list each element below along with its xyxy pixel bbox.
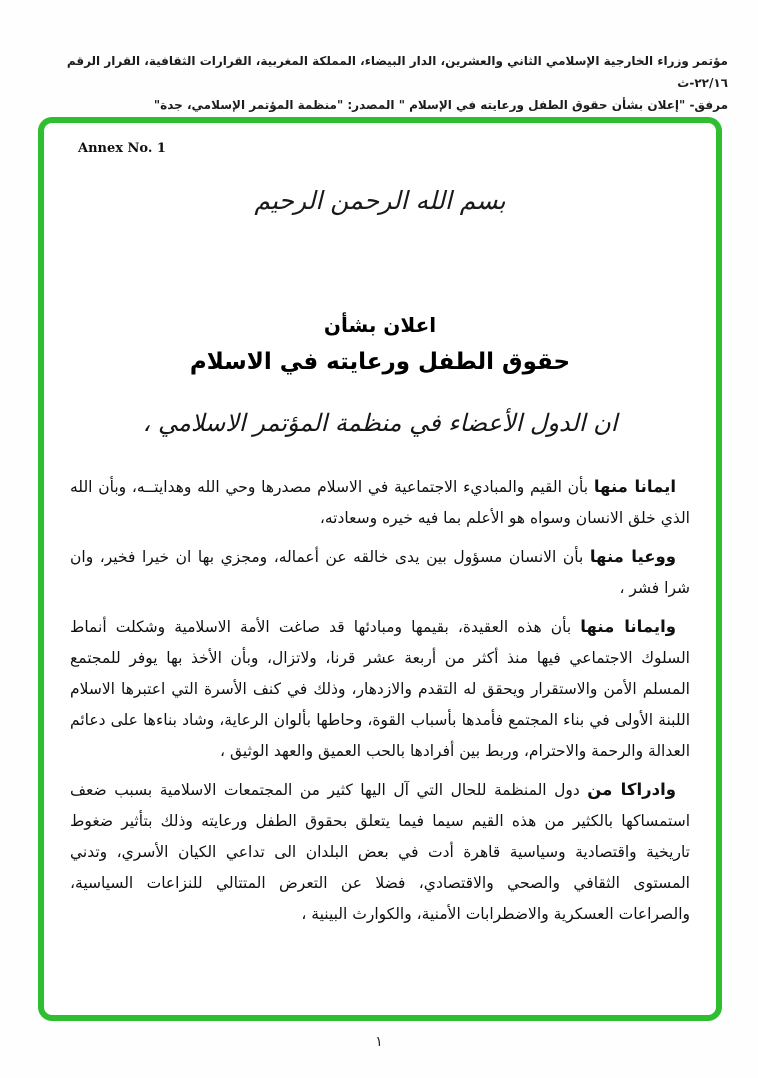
green-document-frame	[38, 117, 722, 1021]
declaration-paragraph	[70, 471, 690, 534]
paragraph-text: بأن هذه العقيدة، بقيمها ومبادئها قد صاغت الأمة الاسلامية وشكلت أنماط السلوك الاجتماعي فيها منذ أكثر من أربعة عشر قرنا، ولاتزال، وبأن الأخذ بها يوفر للمجتمع المسلم الأمن والاستقرار ويحقق له التقدم والازدهار، وذلك في كنف الأسرة التي اعتبرها الاسلام اللبنة الأولى في بناء المجتمع فأمدها بأسباب القوة، وحاطها بألوان الرعاية، وشاد بناءها على دعائم العدالة والرحمة والاحترام، وربط بين أفرادها بالحب العميق والعهد الوثيق ،	[70, 618, 690, 760]
declaration-body	[70, 471, 690, 930]
paragraph-lead: ايمانا منها	[593, 477, 676, 496]
paragraph-text: دول المنظمة للحال التي آل اليها كثير من المجتمعات الاسلامية بسبب ضعف استمساكها بالكثير من هذه القيم سيما فيما يتعلق بحقوق الطفل ورعايته وذلك بتأثير ضغوط تاريخية واقتصادية وسياسية قاهرة أدت في بعض البلدان الى تداعي الكيان الأسري، وتدني المستوى الثقافي والصحي والاقتصادي، فضلا عن التعرض المتتالي للنزاعات السياسية، والصراعات العسكرية والاضطرابات الأمنية، والكوارث البينية ،	[70, 781, 690, 923]
declaration-paragraph	[70, 541, 690, 604]
paragraph-lead: وادراكا من	[587, 780, 677, 799]
header-line-1: مؤتمر وزراء الخارجية الإسلامي الثاني والعشرين، الدار البيضاء، المملكة المغربية، القرارات الثقافية، القرار الرقم ٢٢/١٦-ث	[66, 54, 728, 90]
paragraph-lead: ووعيا منها	[589, 547, 677, 566]
declaration-paragraph	[70, 611, 690, 767]
paragraph-text: بأن القيم والمباديء الاجتماعية في الاسلام مصدرها وحي الله وهدايتــه، وبأن الله الذي خلق الانسان وسواه هو الأعلم بما فيه خيره وسعادته،	[70, 478, 690, 527]
paragraph-lead: وايمانا منها	[580, 617, 676, 636]
paragraph-text: بأن الانسان مسؤول بين يدى خالقه عن أعماله، ومجزي بها ان خيرا فخير، وان شرا فشر ،	[70, 548, 690, 597]
declaration-title: اعلان بشأن	[323, 313, 437, 337]
page-number: ١	[375, 1034, 383, 1050]
annex-label: Annex No. 1	[78, 141, 166, 156]
header-line-2: مرفق- "إعلان بشأن حقوق الطفل ورعايته في الإسلام " المصدر: "منظمة المؤتمر الإسلامي، جدة"	[153, 98, 728, 112]
declaration-paragraph	[70, 774, 690, 930]
bismillah-calligraphy: بسم الله الرحمن الرحيم	[254, 186, 506, 215]
preamble-line: ان الدول الأعضاء في منظمة المؤتمر الاسلامي ،	[142, 409, 618, 437]
declaration-subtitle: حقوق الطفل ورعايته في الاسلام	[189, 349, 571, 375]
document-header	[28, 50, 728, 116]
